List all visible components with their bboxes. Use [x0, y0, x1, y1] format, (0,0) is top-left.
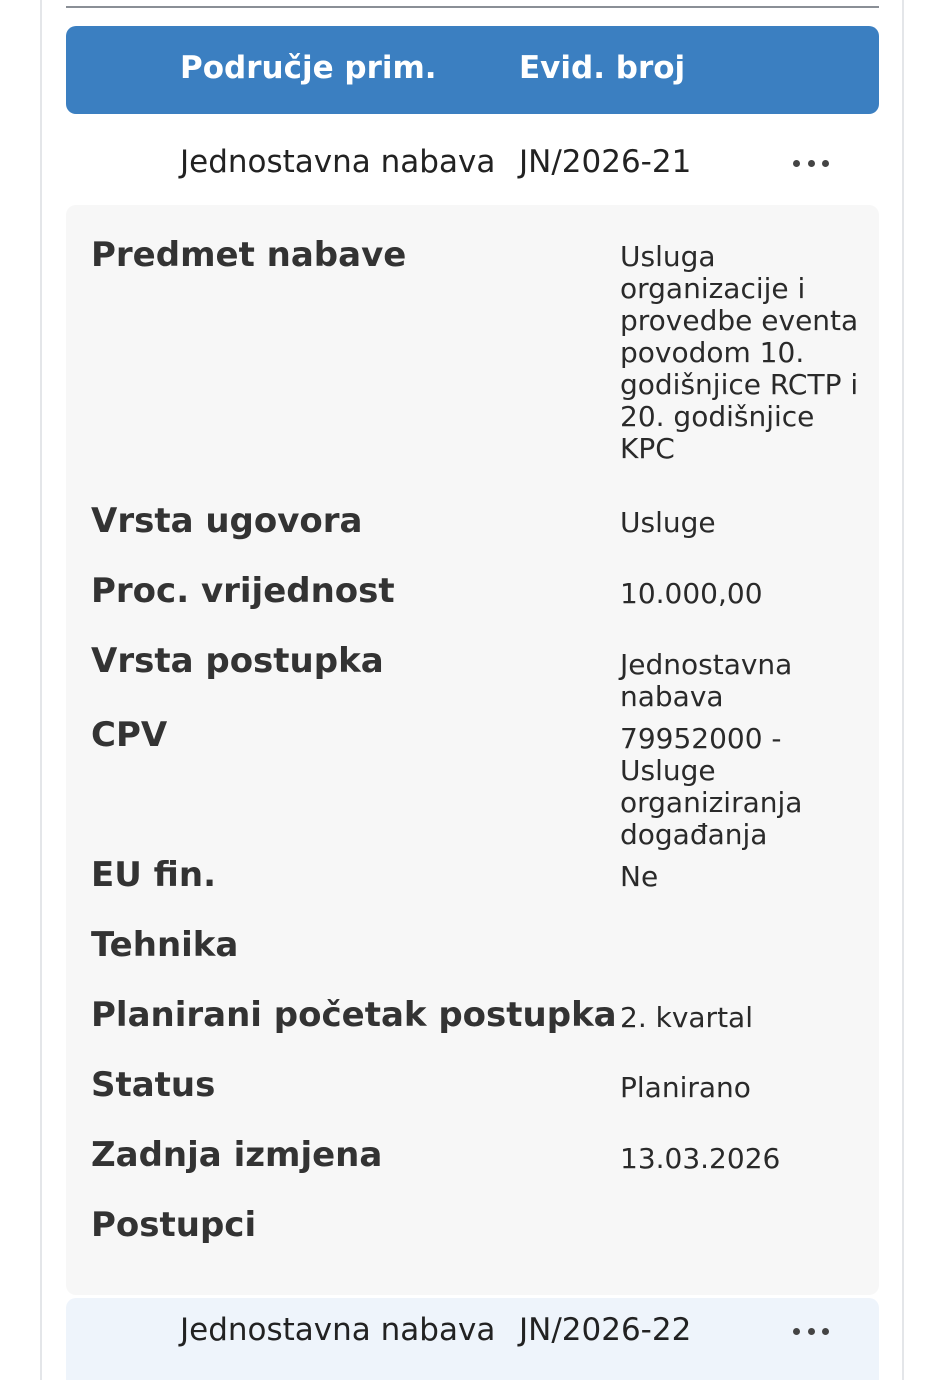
detail-value-predmet: Usluga organizacije i provedbe eventa povodom 10. godišnjice RCTP i 20. godišnjice KPC [620, 240, 859, 465]
detail-label-cpv: CPV [91, 715, 168, 755]
detail-label-planirani-pocetak: Planirani početak postupka [91, 995, 617, 1035]
detail-label-status: Status [91, 1065, 216, 1105]
detail-value-vrsta-postupka: Jednostavna nabava [620, 648, 793, 713]
column-header-number[interactable]: Evid. broj [519, 50, 686, 86]
detail-label-predmet: Predmet nabave [91, 235, 407, 275]
row-number: JN/2026-22 [519, 1312, 692, 1348]
detail-label-postupci: Postupci [91, 1205, 257, 1245]
table-header [66, 26, 879, 114]
row-area: Jednostavna nabava [180, 144, 496, 180]
detail-value-cpv: 79952000 - Usluge organiziranja događanja [620, 722, 803, 851]
row-number: JN/2026-21 [519, 144, 692, 180]
detail-value-vrsta-ugovora: Usluge [620, 506, 716, 539]
column-header-area[interactable]: Područje prim. [180, 50, 437, 86]
detail-value-proc-vrijednost: 10.000,00 [620, 577, 763, 610]
detail-value-zadnja-izmjena: 13.03.2026 [620, 1142, 781, 1175]
detail-label-eu-fin: EU fin. [91, 855, 216, 895]
divider [66, 6, 879, 8]
detail-label-zadnja-izmjena: Zadnja izmjena [91, 1135, 383, 1175]
detail-value-planirani-pocetak: 2. kvartal [620, 1001, 753, 1034]
more-horizontal-icon[interactable] [793, 1316, 829, 1346]
detail-value-status: Planirano [620, 1071, 751, 1104]
detail-label-vrsta-postupka: Vrsta postupka [91, 641, 384, 681]
more-horizontal-icon[interactable] [793, 148, 829, 178]
detail-label-tehnika: Tehnika [91, 925, 239, 965]
detail-value-eu-fin: Ne [620, 860, 659, 893]
row-details-panel [66, 205, 879, 1295]
row-area: Jednostavna nabava [180, 1312, 496, 1348]
detail-label-vrsta-ugovora: Vrsta ugovora [91, 501, 363, 541]
detail-label-proc-vrijednost: Proc. vrijednost [91, 571, 395, 611]
table-row[interactable] [66, 1298, 879, 1380]
